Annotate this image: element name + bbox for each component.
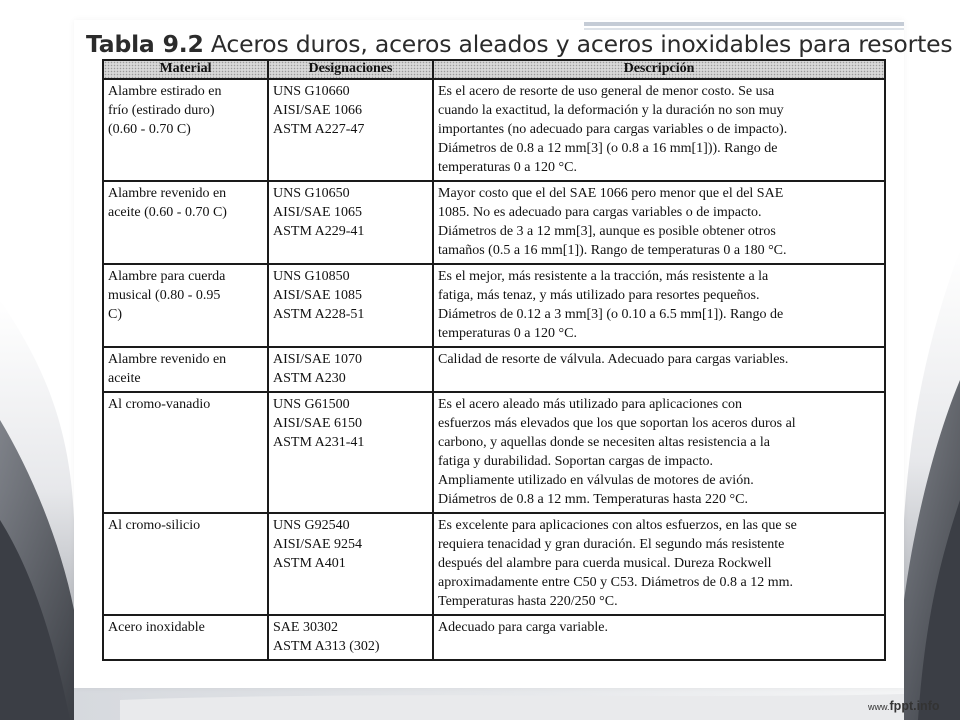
designation-line: ASTM A229-41 xyxy=(273,224,365,239)
table-row xyxy=(103,513,885,615)
table-row xyxy=(103,392,885,513)
description-line: Calidad de resorte de válvula. Adecuado para cargas variables. xyxy=(438,352,789,367)
designation-line: ASTM A231-41 xyxy=(273,435,365,450)
description-line: Diámetros de 0.8 a 12 mm[3] (o 0.8 a 16 mm[1])). Rango de xyxy=(438,141,778,156)
designation-line: UNS G10650 xyxy=(273,186,350,201)
description-line: carbono, y aquellas donde se necesiten altas resistencia a la xyxy=(438,435,770,450)
cell-material xyxy=(103,513,268,615)
designation-line: ASTM A313 (302) xyxy=(273,639,380,654)
description-line: temperaturas 0 a 120 °C. xyxy=(438,160,577,175)
material-line: Alambre revenido en xyxy=(108,186,227,201)
cell-designations xyxy=(268,181,433,264)
designation-line: UNS G61500 xyxy=(273,397,350,412)
table-row xyxy=(103,79,885,181)
description-line: después del alambre para cuerda musical. Dureza Rockwell xyxy=(438,556,772,571)
material-line: frío (estirado duro) xyxy=(108,103,215,118)
material-line: aceite xyxy=(108,371,141,386)
material-line: Alambre revenido en xyxy=(108,352,227,367)
description-line: requiera tenacidad y gran duración. El segundo más resistente xyxy=(438,537,785,552)
designation-line: SAE 30302 xyxy=(273,620,338,635)
cell-description xyxy=(433,513,885,615)
description-line: aproximadamente entre C50 y C53. Diámetros de 0.8 a 12 mm. xyxy=(438,575,793,590)
description-line: Ampliamente utilizado en válvulas de motores de avión. xyxy=(438,473,754,488)
slide-title xyxy=(86,30,952,58)
description-line: esfuerzos más elevados que los que soportan los aceros duros al xyxy=(438,416,796,431)
header-designations: Designaciones xyxy=(268,60,433,79)
cell-description xyxy=(433,181,885,264)
description-line: Diámetros de 3 a 12 mm[3], aunque es posible obtener otros xyxy=(438,224,776,239)
table-row xyxy=(103,264,885,347)
header-material: Material xyxy=(103,60,268,79)
description-line: Mayor costo que el del SAE 1066 pero menor que el del SAE xyxy=(438,186,784,201)
designation-line: ASTM A230 xyxy=(273,371,346,386)
designation-line: UNS G10850 xyxy=(273,269,350,284)
designation-line: ASTM A401 xyxy=(273,556,346,571)
cell-description xyxy=(433,79,885,181)
designation-line: ASTM A228-51 xyxy=(273,307,365,322)
material-line: musical (0.80 - 0.95 xyxy=(108,288,221,303)
spring-steels-table xyxy=(102,59,886,661)
description-line: Es el mejor, más resistente a la tracción, más resistente a la xyxy=(438,269,769,284)
table-row xyxy=(103,181,885,264)
cell-description xyxy=(433,347,885,392)
material-line: Alambre estirado en xyxy=(108,84,222,99)
designation-line: AISI/SAE 6150 xyxy=(273,416,363,431)
material-line: Acero inoxidable xyxy=(108,620,205,635)
description-line: fatiga, más tenaz, y más utilizado para resortes pequeños. xyxy=(438,288,760,303)
cell-material xyxy=(103,79,268,181)
table-row xyxy=(103,347,885,392)
watermark-prefix: www. xyxy=(868,702,890,712)
description-line: cuando la exactitud, la deformación y la duración no son muy xyxy=(438,103,784,118)
cell-designations xyxy=(268,392,433,513)
designation-line: AISI/SAE 9254 xyxy=(273,537,363,552)
table-number: Tabla 9.2 xyxy=(86,30,204,58)
table-caption: Aceros duros, aceros aleados y aceros inoxidables para resortes xyxy=(210,30,953,58)
description-line: fatiga y durabilidad. Soportan cargas de impacto. xyxy=(438,454,713,469)
cell-description xyxy=(433,615,885,660)
material-line: (0.60 - 0.70 C) xyxy=(108,122,191,137)
material-line: aceite (0.60 - 0.70 C) xyxy=(108,205,227,220)
description-line: Es el acero de resorte de uso general de menor costo. Se usa xyxy=(438,84,775,99)
description-line: tamaños (0.5 a 16 mm[1]). Rango de temperaturas 0 a 180 °C. xyxy=(438,243,787,258)
designation-line: AISI/SAE 1065 xyxy=(273,205,363,220)
cell-material xyxy=(103,615,268,660)
cell-designations xyxy=(268,615,433,660)
material-line: Al cromo-silicio xyxy=(108,518,201,533)
description-line: Temperaturas hasta 220/250 °C. xyxy=(438,594,618,609)
designation-line: ASTM A227-47 xyxy=(273,122,365,137)
designation-line: UNS G92540 xyxy=(273,518,350,533)
header-description: Descripción xyxy=(433,60,885,79)
cell-description xyxy=(433,264,885,347)
cell-material xyxy=(103,264,268,347)
designation-line: AISI/SAE 1070 xyxy=(273,352,363,367)
description-line: Diámetros de 0.12 a 3 mm[3] (o 0.10 a 6.5 mm[1]). Rango de xyxy=(438,307,784,322)
watermark-site: fppt.info xyxy=(889,699,940,713)
description-line: 1085. No es adecuado para cargas variables o de impacto. xyxy=(438,205,762,220)
designation-line: AISI/SAE 1066 xyxy=(273,103,363,118)
description-line: Adecuado para carga variable. xyxy=(438,620,608,635)
material-line: Al cromo-vanadio xyxy=(108,397,211,412)
table-body xyxy=(103,79,885,660)
designation-line: AISI/SAE 1085 xyxy=(273,288,363,303)
description-line: temperaturas 0 a 120 °C. xyxy=(438,326,577,341)
table-header-row xyxy=(103,60,885,79)
material-line: Alambre para cuerda xyxy=(108,269,226,284)
material-line: C) xyxy=(108,307,122,322)
cell-designations xyxy=(268,264,433,347)
cell-designations xyxy=(268,79,433,181)
designation-line: UNS G10660 xyxy=(273,84,350,99)
cell-designations xyxy=(268,513,433,615)
table-row xyxy=(103,615,885,660)
description-line: importantes (no adecuado para cargas variables o de impacto). xyxy=(438,122,788,137)
description-line: Es excelente para aplicaciones con altos esfuerzos, en las que se xyxy=(438,518,797,533)
description-line: Diámetros de 0.8 a 12 mm. Temperaturas hasta 220 °C. xyxy=(438,492,748,507)
cell-material xyxy=(103,392,268,513)
cell-material xyxy=(103,347,268,392)
cell-material xyxy=(103,181,268,264)
cell-designations xyxy=(268,347,433,392)
description-line: Es el acero aleado más utilizado para aplicaciones con xyxy=(438,397,742,412)
site-watermark xyxy=(868,699,940,713)
cell-description xyxy=(433,392,885,513)
